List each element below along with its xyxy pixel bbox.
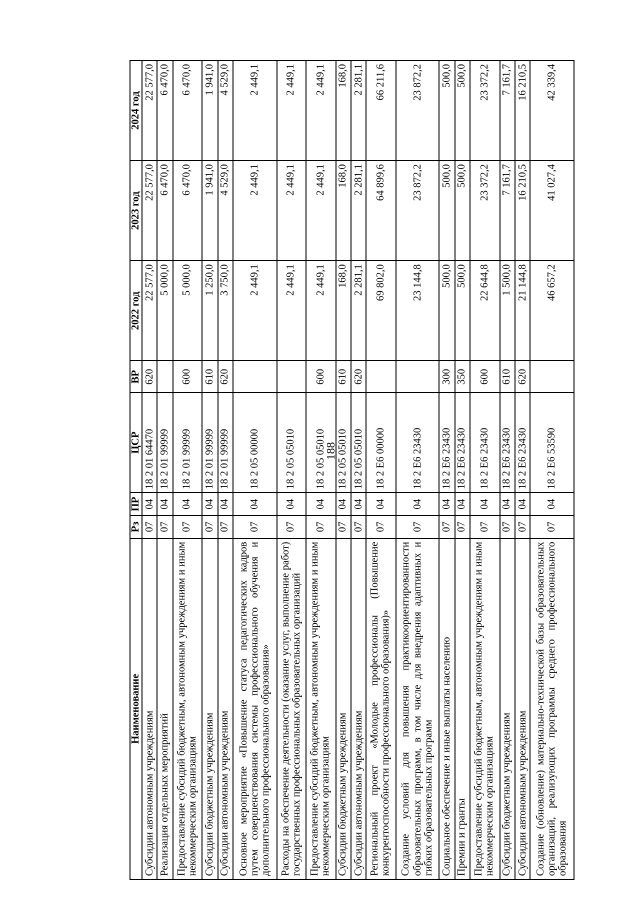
cell-2022: 2 449,1 xyxy=(306,261,335,361)
cell-vr: 620 xyxy=(218,361,233,393)
cell-2022: 1 500,0 xyxy=(500,261,515,361)
cell-2023: 6 470,0 xyxy=(173,161,202,261)
cell-csr: 18 2 E6 23430 xyxy=(470,393,499,493)
cell-rz: 07 xyxy=(455,516,470,539)
cell-name: Создание (обновление) материально-технической базы образовательных организаций, реализующих программы среднего профессионального образования xyxy=(530,538,574,879)
cell-2022: 2 449,1 xyxy=(277,261,306,361)
cell-vr xyxy=(530,361,574,393)
table-row xyxy=(336,61,351,880)
cell-csr: 18 2 05 05010 xyxy=(351,393,366,493)
cell-2024: 7 161,7 xyxy=(500,61,515,161)
cell-rz: 07 xyxy=(351,516,366,539)
header-name: Наименование xyxy=(130,538,142,879)
cell-name: Расходы на обеспечение деятельности (оказание услуг, выполнение работ) государственных профессиональных образовательных организаций xyxy=(277,538,306,879)
cell-name: Предоставление субсидий бюджетным, автономным учреждениям и иным некоммерческим организациям xyxy=(470,538,499,879)
cell-2022: 21 144,8 xyxy=(515,261,530,361)
cell-vr: 600 xyxy=(173,361,202,393)
cell-rz: 07 xyxy=(173,516,202,539)
cell-vr: 620 xyxy=(142,361,157,393)
cell-pr: 04 xyxy=(202,493,217,516)
cell-2023: 2 281,1 xyxy=(351,161,366,261)
cell-name: Предоставление субсидий бюджетным, автономным учреждениям и иным некоммерческим организациям xyxy=(173,538,202,879)
cell-csr: 18 2 05 05010 xyxy=(277,393,306,493)
cell-pr: 04 xyxy=(500,493,515,516)
cell-pr: 04 xyxy=(439,493,454,516)
cell-2023: 2 449,1 xyxy=(306,161,335,261)
cell-pr: 04 xyxy=(306,493,335,516)
cell-rz: 07 xyxy=(515,516,530,539)
cell-2023: 23 372,2 xyxy=(470,161,499,261)
cell-csr: 18 2 01 99999 xyxy=(173,393,202,493)
cell-vr xyxy=(233,361,277,393)
cell-2024: 16 210,5 xyxy=(515,61,530,161)
cell-rz: 07 xyxy=(336,516,351,539)
cell-pr: 04 xyxy=(218,493,233,516)
cell-name: Субсидии бюджетным учреждениям xyxy=(202,538,217,879)
cell-vr: 300 xyxy=(439,361,454,393)
cell-name: Субсидии бюджетным учреждениям xyxy=(500,538,515,879)
cell-name: Основное мероприятие «Повышение статуса педагогических кадров путем совершенствования системы профессионального обучения и дополнительного профессионального образования» xyxy=(233,538,277,879)
table-row xyxy=(366,61,395,880)
cell-pr: 04 xyxy=(142,493,157,516)
cell-rz: 07 xyxy=(439,516,454,539)
table-row xyxy=(306,61,335,880)
cell-2023: 23 872,2 xyxy=(396,161,440,261)
table-row xyxy=(157,61,172,880)
cell-2024: 23 872,2 xyxy=(396,61,440,161)
cell-2022: 3 750,0 xyxy=(218,261,233,361)
table-container xyxy=(130,60,575,880)
cell-2024: 2 449,1 xyxy=(306,61,335,161)
cell-csr: 18 2 05 05010 xyxy=(306,393,335,493)
cell-vr: 610 xyxy=(202,361,217,393)
table-row xyxy=(142,61,157,880)
table-row xyxy=(277,61,306,880)
cell-2022: 500,0 xyxy=(455,261,470,361)
cell-csr: 18 2 E6 23430 xyxy=(455,393,470,493)
cell-name: Субсидии бюджетным учреждениям xyxy=(336,538,351,879)
cell-2024: 6 470,0 xyxy=(173,61,202,161)
cell-csr: 18 2 E6 23430 xyxy=(439,393,454,493)
cell-vr xyxy=(366,361,395,393)
cell-2022: 5 000,0 xyxy=(157,261,172,361)
table-row xyxy=(530,61,574,880)
cell-2022: 22 577,0 xyxy=(142,261,157,361)
cell-vr: 600 xyxy=(470,361,499,393)
cell-pr: 04 xyxy=(515,493,530,516)
cell-vr xyxy=(157,361,172,393)
cell-name: Социальное обеспечение и иные выплаты населению xyxy=(439,538,454,879)
cell-name: Создание условий для повышения практикоориентированности образовательных программ, в том числе для внедрения адаптивных и гибких образовательных программ xyxy=(396,538,440,879)
cell-2023: 7 161,7 xyxy=(500,161,515,261)
cell-2024: 168,0 xyxy=(336,61,351,161)
table-row xyxy=(396,61,440,880)
cell-2022: 46 657,2 xyxy=(530,261,574,361)
cell-vr: 600 xyxy=(306,361,335,393)
cell-rz: 07 xyxy=(202,516,217,539)
cell-2022: 22 644,8 xyxy=(470,261,499,361)
cell-2022: 168,0 xyxy=(336,261,351,361)
header-rz: Рз xyxy=(130,516,142,539)
table-row xyxy=(218,61,233,880)
table-row xyxy=(470,61,499,880)
cell-name: Реализация отдельных мероприятий xyxy=(157,538,172,879)
cell-csr: 18 2 E6 23430 xyxy=(515,393,530,493)
table-row xyxy=(455,61,470,880)
cell-rz: 07 xyxy=(277,516,306,539)
header-2022: 2022 год xyxy=(130,261,142,361)
cell-name: Субсидии автономным учреждениям xyxy=(515,538,530,879)
page-number: 188 xyxy=(323,442,338,460)
cell-rz: 07 xyxy=(157,516,172,539)
cell-name: Субсидии автономным учреждениям xyxy=(142,538,157,879)
table-row xyxy=(439,61,454,880)
cell-2023: 16 210,5 xyxy=(515,161,530,261)
cell-2023: 41 027,4 xyxy=(530,161,574,261)
cell-csr: 18 2 05 05010 xyxy=(336,393,351,493)
cell-2024: 500,0 xyxy=(455,61,470,161)
cell-csr: 18 2 01 99999 xyxy=(218,393,233,493)
cell-2023: 168,0 xyxy=(336,161,351,261)
cell-name: Предоставление субсидий бюджетным, автономным учреждениям и иным некоммерческим организациям xyxy=(306,538,335,879)
table-row xyxy=(351,61,366,880)
table-header-row xyxy=(130,61,142,880)
cell-2023: 2 449,1 xyxy=(277,161,306,261)
cell-2022: 500,0 xyxy=(439,261,454,361)
cell-name: Региональный проект «Молодые профессионалы (Повышение конкурентоспособности профессионального образования)» xyxy=(366,538,395,879)
cell-pr: 04 xyxy=(233,493,277,516)
cell-2024: 2 449,1 xyxy=(277,61,306,161)
cell-pr: 04 xyxy=(336,493,351,516)
cell-pr: 04 xyxy=(173,493,202,516)
header-2024: 2024 год xyxy=(130,61,142,161)
cell-vr xyxy=(277,361,306,393)
cell-pr: 04 xyxy=(530,493,574,516)
cell-2023: 6 470,0 xyxy=(157,161,172,261)
cell-pr: 04 xyxy=(470,493,499,516)
cell-2024: 22 577,0 xyxy=(142,61,157,161)
cell-rz: 07 xyxy=(306,516,335,539)
budget-table xyxy=(130,60,575,880)
cell-csr: 18 2 05 00000 xyxy=(233,393,277,493)
header-csr: ЦСР xyxy=(130,393,142,493)
cell-vr: 350 xyxy=(455,361,470,393)
cell-pr: 04 xyxy=(455,493,470,516)
cell-csr: 18 2 E6 53590 xyxy=(530,393,574,493)
cell-vr: 620 xyxy=(351,361,366,393)
cell-csr: 18 2 01 99999 xyxy=(157,393,172,493)
cell-vr xyxy=(396,361,440,393)
table-row xyxy=(500,61,515,880)
cell-2024: 2 281,1 xyxy=(351,61,366,161)
cell-rz: 07 xyxy=(218,516,233,539)
cell-2023: 64 899,6 xyxy=(366,161,395,261)
cell-rz: 07 xyxy=(470,516,499,539)
cell-2022: 2 281,1 xyxy=(351,261,366,361)
cell-vr: 610 xyxy=(500,361,515,393)
cell-2023: 500,0 xyxy=(439,161,454,261)
cell-2022: 69 802,0 xyxy=(366,261,395,361)
cell-pr: 04 xyxy=(366,493,395,516)
cell-2023: 2 449,1 xyxy=(233,161,277,261)
cell-2022: 5 000,0 xyxy=(173,261,202,361)
cell-2023: 22 577,0 xyxy=(142,161,157,261)
table-row xyxy=(233,61,277,880)
cell-vr: 610 xyxy=(336,361,351,393)
cell-2024: 1 941,0 xyxy=(202,61,217,161)
cell-2024: 66 211,6 xyxy=(366,61,395,161)
table-row xyxy=(515,61,530,880)
cell-rz: 07 xyxy=(500,516,515,539)
table-row xyxy=(173,61,202,880)
cell-csr: 18 2 01 99999 xyxy=(202,393,217,493)
cell-2024: 500,0 xyxy=(439,61,454,161)
cell-2024: 6 470,0 xyxy=(157,61,172,161)
cell-pr: 04 xyxy=(351,493,366,516)
cell-rz: 07 xyxy=(530,516,574,539)
cell-rz: 07 xyxy=(142,516,157,539)
cell-name: Премии и гранты xyxy=(455,538,470,879)
cell-2023: 4 529,0 xyxy=(218,161,233,261)
cell-rz: 07 xyxy=(396,516,440,539)
cell-name: Субсидии автономным учреждениям xyxy=(218,538,233,879)
cell-rz: 07 xyxy=(366,516,395,539)
cell-pr: 04 xyxy=(157,493,172,516)
cell-csr: 18 2 E6 23430 xyxy=(500,393,515,493)
cell-2023: 1 941,0 xyxy=(202,161,217,261)
cell-2022: 2 449,1 xyxy=(233,261,277,361)
cell-2022: 23 144,8 xyxy=(396,261,440,361)
cell-name: Субсидии автономным учреждениям xyxy=(351,538,366,879)
cell-csr: 18 2 01 64470 xyxy=(142,393,157,493)
header-2023: 2023 год xyxy=(130,161,142,261)
cell-pr: 04 xyxy=(396,493,440,516)
table-body xyxy=(142,61,574,880)
cell-2024: 2 449,1 xyxy=(233,61,277,161)
cell-csr: 18 2 E6 23430 xyxy=(396,393,440,493)
cell-2024: 42 339,4 xyxy=(530,61,574,161)
cell-vr: 620 xyxy=(515,361,530,393)
cell-csr: 18 2 E6 00000 xyxy=(366,393,395,493)
cell-2024: 4 529,0 xyxy=(218,61,233,161)
header-vr: ВР xyxy=(130,361,142,393)
cell-2024: 23 372,2 xyxy=(470,61,499,161)
cell-2023: 500,0 xyxy=(455,161,470,261)
table-row xyxy=(202,61,217,880)
cell-2022: 1 250,0 xyxy=(202,261,217,361)
cell-pr: 04 xyxy=(277,493,306,516)
cell-rz: 07 xyxy=(233,516,277,539)
header-pr: ПР xyxy=(130,493,142,516)
